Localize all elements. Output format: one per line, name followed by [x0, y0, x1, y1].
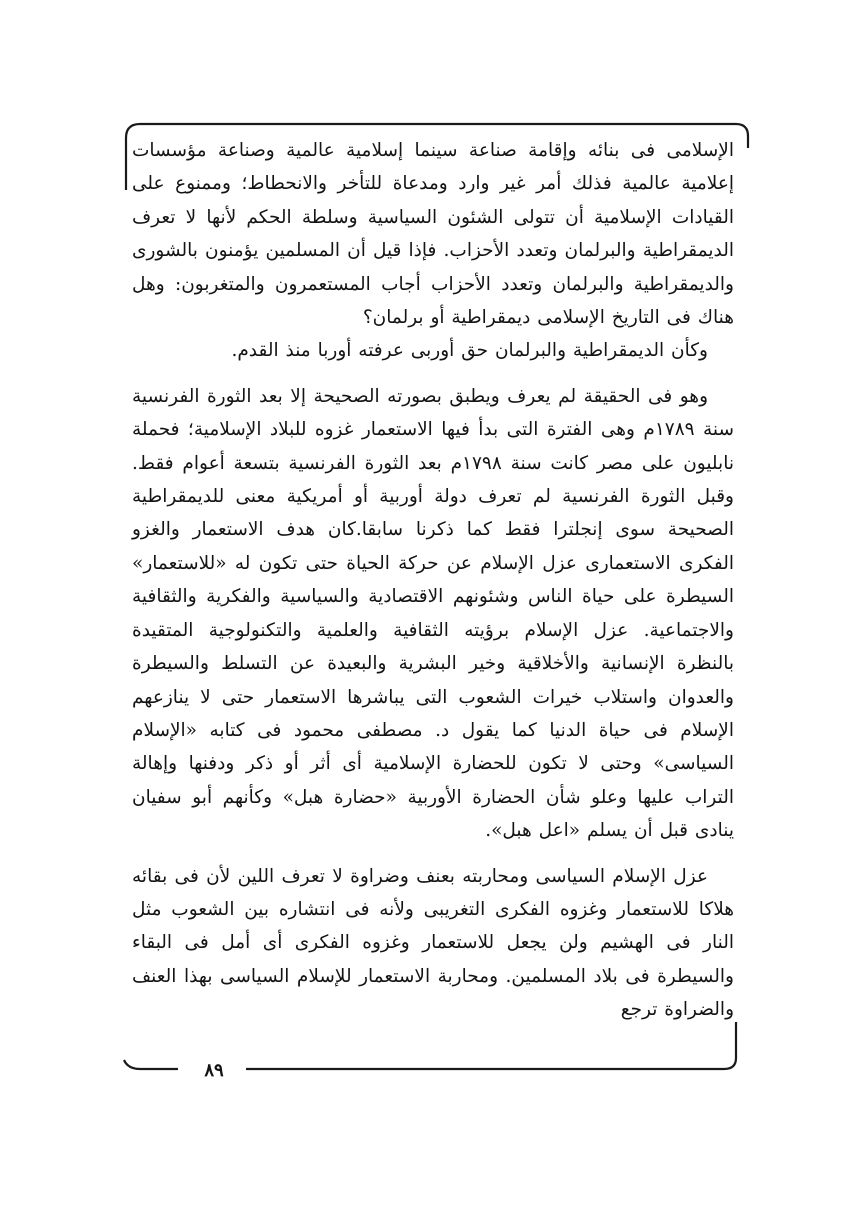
paragraph-2: وكأن الديمقراطية والبرلمان حق أوربى عرفته أوربا منذ القدم.	[231, 340, 708, 362]
paragraph-1: الإسلامى فى بنائه وإقامة صناعة سينما إسلامية عالمية وصناعة مؤسسات إعلامية عالمية فذلك أمر غير وارد ومدعاة للتأخر والانحطاط؛ وممنوع على القيادات الإسلامية أن تتولى الشئون السياسية وسلطة الحكم لأنها لا تعرف الديمقراطية والبرلمان وتعدد الأحزاب. فإذا قيل أن المسلمين يؤمنون بالشورى والديمقراطية والبرلمان وتعدد الأحزاب أجاب المستعمرون والمتغربون: وهل هناك فى التاريخ الإسلامى ديمقراطية أو برلمان؟	[132, 140, 734, 329]
page-number: ٨٩	[184, 1060, 244, 1081]
frame-right-bottom	[560, 1022, 736, 1069]
paragraph-4: عزل الإسلام السياسى ومحاربته بعنف وضراوة لا تعرف اللين لأن فى بقائه هلاكا للاستعمار وغزوه الفكرى التغريبى ولأنه فى انتشاره بين الشعوب مثل النار فى الهشيم ولن يجعل للاستعمار وغزوه الفكرى أى أمل فى البقاء والسيطرة فى بلاد المسلمين. ومحاربة الاستعمار للإسلام السياسى بهذا العنف والضراوة ترجع	[132, 865, 734, 1021]
body-text	[132, 134, 734, 1027]
paragraph-3: وهو فى الحقيقة لم يعرف ويطبق بصورته الصحيحة إلا بعد الثورة الفرنسية سنة ١٧٨٩م وهى الفترة التى بدأ فيها الاستعمار غزوه للبلاد الإسلامية؛ فحملة نابليون على مصر كانت سنة ١٧٩٨م بعد الثورة الفرنسية بتسعة أعوام فقط. وقبل الثورة الفرنسية لم تعرف دولة أوربية أو أمريكية معنى للديمقراطية الصحيحة سوى إنجلترا فقط كما ذكرنا سابقا.كان هدف الاستعمار والغزو الفكرى الاستعمارى عزل الإسلام عن حركة الحياة حتى تكون له «للاستعمار» السيطرة على حياة الناس وشئونهم الاقتصادية والسياسية والفكرية والثقافية والاجتماعية. عزل الإسلام برؤيته الثقافية والعلمية والتكنولوجية المتقيدة بالنظرة الإنسانية والأخلاقية وخير البشرية والبعيدة عن التسلط والسيطرة والعدوان واستلاب خيرات الشعوب التى يباشرها الاستعمار حتى لا ينازعهم الإسلام فى حياة الدنيا كما يقول د. مصطفى محمود فى كتابه «الإسلام السياسى» وحتى لا تكون للحضارة الإسلامية أى أثر أو ذكر ودفنها وإهالة التراب عليها وعلو شأن الحضارة الأوربية «حضارة هبل» وكأنهم أبو سفيان ينادى قبل أن يسلم «اعل هبل».	[132, 385, 734, 842]
frame-bottom-left	[124, 1060, 178, 1069]
